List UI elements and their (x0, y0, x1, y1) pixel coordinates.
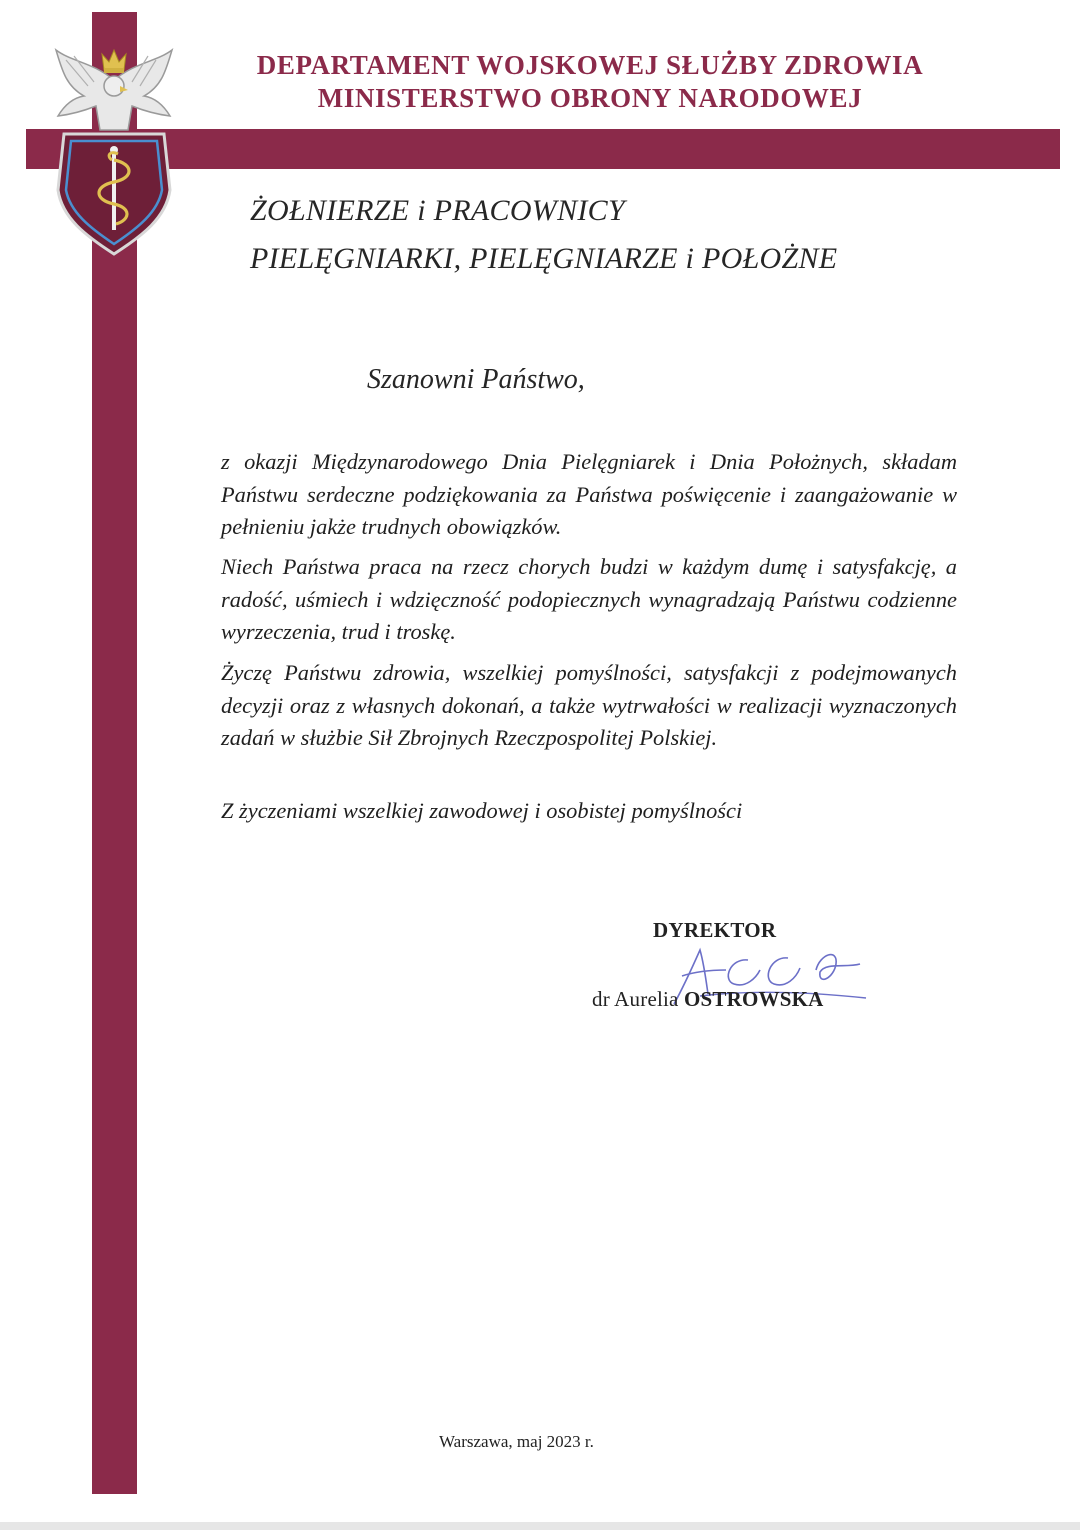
ministry-name: MINISTERSTWO OBRONY NARODOWEJ (317, 83, 863, 113)
body-paragraph-1: z okazji Międzynarodowego Dnia Pielęgniarek i Dnia Położnych, składam Państwu serdeczne podziękowania za Państwa poświęcenie i zaangażowanie w pełnieniu jakże trudnych obowiązków. (221, 449, 957, 539)
signatory-name (592, 987, 824, 1012)
signatory-surname: OSTROWSKA (684, 987, 824, 1011)
addressee-line-1: ŻOŁNIERZE i PRACOWNICY (250, 194, 625, 227)
signatory-title: DYREKTOR (653, 918, 777, 942)
crown-icon (102, 50, 126, 73)
greeting: Szanowni Państwo, (367, 364, 585, 395)
page-bottom-strip (0, 1522, 1080, 1530)
closing-line: Z życzeniami wszelkiej zawodowej i osobistej pomyślności (221, 798, 743, 823)
signatory-prefix: dr Aurelia (592, 987, 679, 1011)
body-paragraph-2: Niech Państwa praca na rzecz chorych budzi w każdym dumę i satysfakcję, a radość, uśmiech i wdzięczność podopiecznych wynagradzają Państwu codzienne wyrzeczenia, trud i troskę. (221, 554, 957, 644)
body-paragraph-3: Życzę Państwu zdrowia, wszelkiej pomyślności, satysfakcji z podejmowanych decyzji oraz z własnych dokonań, a także wytrwałości w realizacji wyznaczonych zadań w służbie Sił Zbrojnych Rzeczpospolitej Polskiej. (221, 660, 957, 750)
military-medical-emblem-icon (44, 40, 184, 260)
department-name: DEPARTAMENT WOJSKOWEJ SŁUŻBY ZDROWIA (256, 50, 924, 80)
place-and-date: Warszawa, maj 2023 r. (439, 1432, 594, 1451)
addressee-line-2: PIELĘGNIARKI, PIELĘGNIARZE i POŁOŻNE (250, 242, 838, 275)
